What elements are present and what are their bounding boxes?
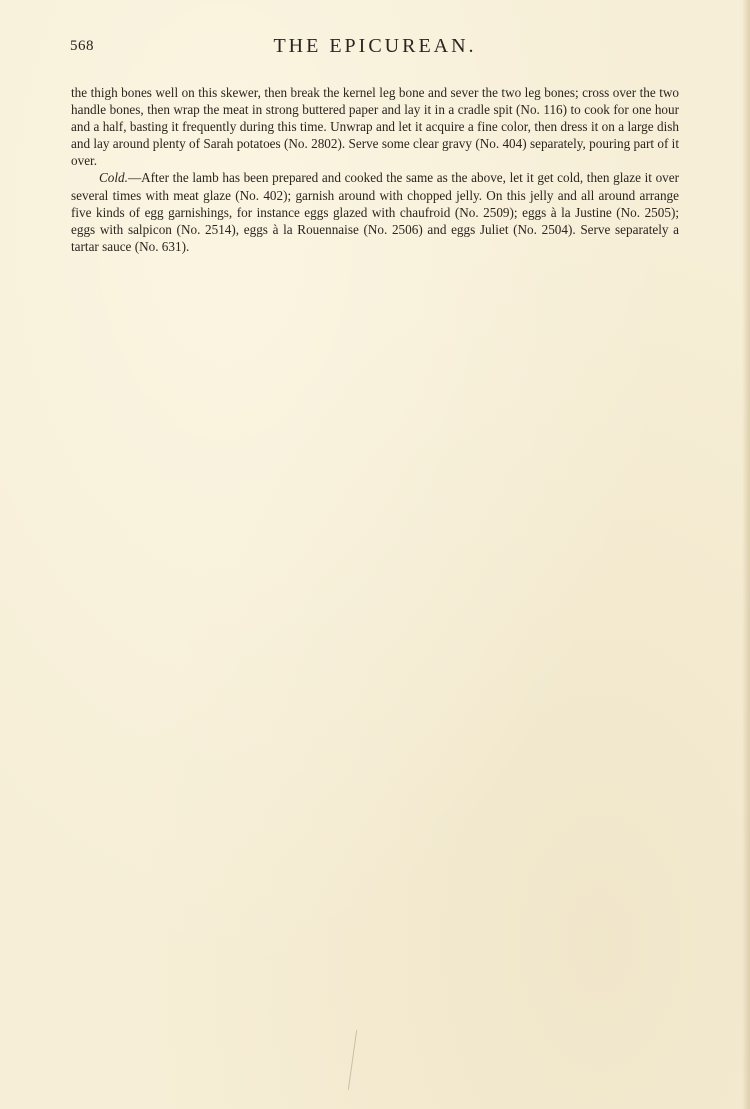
paper-crease-mark [348,1030,357,1090]
paragraph-2 [71,169,679,254]
page-header [70,35,680,62]
paragraph-2-text: —After the lamb has been prepared and cooked the same as the above, let it get cold, then glaze it over several times with meat glaze (No. 402); garnish around with chopped jelly. On this jelly and all around arrange five kinds of egg garnishings, for instance eggs glazed with chaufroid (No. 2509); eggs à la Justine (No. 2505); eggs with salpicon (No. 2514), eggs à la Rouennaise (No. 2506) and eggs Juliet (No. 2504). Serve separately a tartar sauce (No. 631). [71,170,679,254]
paragraph-1: the thigh bones well on this skewer, then break the kernel leg bone and sever the two leg bones; cross over the two handle bones, then wrap the meat in strong buttered paper and lay it in a cradle spit (No. 116) to cook for one hour and a half, basting it frequently during this time. Unwrap and let it acquire a fine color, then dress it on a large dish and lay around plenty of Sarah potatoes (No. 2802). Serve some clear gravy (No. 404) separately, pouring part of it over. [71,85,679,169]
body-text [71,84,679,255]
page-number: 568 [70,38,94,54]
running-title: THE EPICUREAN. [273,35,477,57]
paragraph-2-lead: Cold. [99,170,128,186]
page-edge-shadow [742,0,750,1109]
